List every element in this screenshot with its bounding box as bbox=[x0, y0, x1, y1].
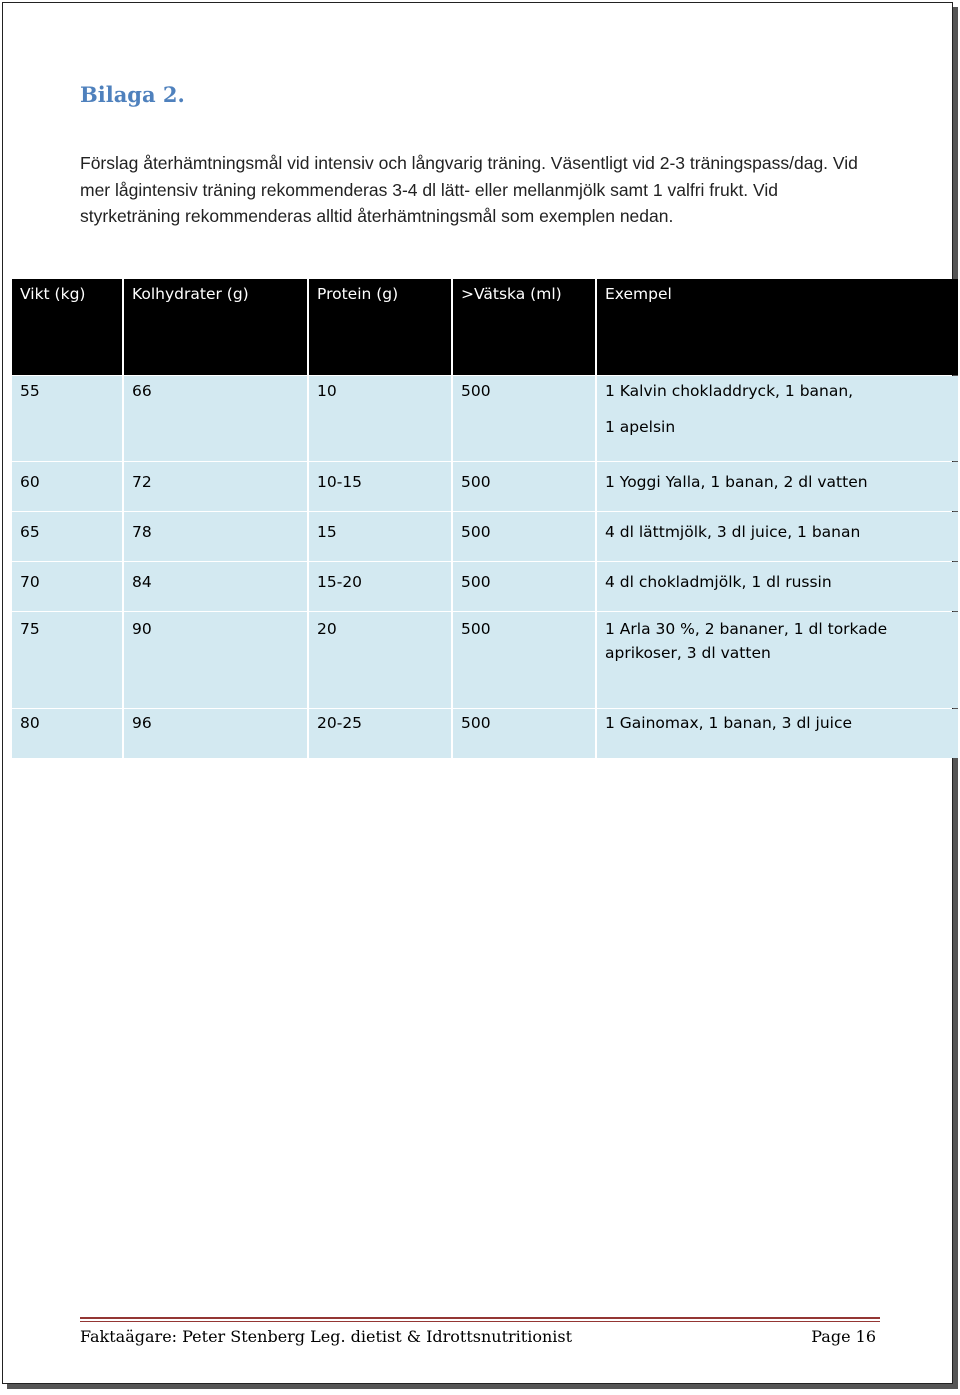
header-protein: Protein (g) bbox=[309, 279, 451, 375]
cell-kolhydrater: 78 bbox=[124, 512, 307, 561]
cell-kolhydrater: 96 bbox=[124, 709, 307, 758]
intro-paragraph: Förslag återhämtningsmål vid intensiv och långvarig träning. Väsentligt vid 2-3 träningspass/dag. Vid mer lågintensiv träning rekommenderas 3-4 dl lätt- eller mellanmjölk samt 1 valfri frukt. Vid styrketräning rekommenderas alltid återhämtningsmål som exemplen nedan. bbox=[80, 153, 858, 226]
cell-kolhydrater: 84 bbox=[124, 562, 307, 611]
cell-exempel: 1 Gainomax, 1 banan, 3 dl juice bbox=[597, 709, 958, 758]
cell-protein: 15 bbox=[309, 512, 451, 561]
cell-kolhydrater: 72 bbox=[124, 462, 307, 511]
cell-exempel-line2: 1 apelsin bbox=[605, 418, 676, 436]
table-row bbox=[12, 709, 958, 758]
table-header-row bbox=[12, 279, 958, 375]
table-row bbox=[12, 612, 958, 708]
cell-protein: 15-20 bbox=[309, 562, 451, 611]
page-title: Bilaga 2. bbox=[80, 82, 185, 107]
table-row bbox=[12, 562, 958, 611]
cell-protein: 20 bbox=[309, 612, 451, 708]
table-row bbox=[12, 512, 958, 561]
cell-protein: 10-15 bbox=[309, 462, 451, 511]
cell-vatska: 500 bbox=[453, 512, 595, 561]
table-row bbox=[12, 462, 958, 511]
cell-vikt: 70 bbox=[12, 562, 122, 611]
footer-divider bbox=[80, 1317, 880, 1319]
recovery-table bbox=[10, 278, 960, 759]
page-number: Page 16 bbox=[811, 1327, 876, 1346]
footer-divider-thin bbox=[80, 1321, 880, 1322]
cell-kolhydrater: 66 bbox=[124, 376, 307, 461]
header-exempel: Exempel bbox=[597, 279, 958, 375]
cell-protein: 20-25 bbox=[309, 709, 451, 758]
cell-exempel-line1: 1 Kalvin chokladdryck, 1 banan, bbox=[605, 382, 854, 400]
cell-kolhydrater: 90 bbox=[124, 612, 307, 708]
footer-owner: Faktaägare: Peter Stenberg Leg. dietist & Idrottsnutritionist bbox=[80, 1327, 573, 1346]
cell-exempel: 1 Yoggi Yalla, 1 banan, 2 dl vatten bbox=[597, 462, 958, 511]
cell-vikt: 65 bbox=[12, 512, 122, 561]
header-vikt: Vikt (kg) bbox=[12, 279, 122, 375]
cell-exempel: 1 Arla 30 %, 2 bananer, 1 dl torkade aprikoser, 3 dl vatten bbox=[597, 612, 958, 708]
cell-vatska: 500 bbox=[453, 376, 595, 461]
page-footer bbox=[80, 1327, 880, 1346]
cell-vikt: 75 bbox=[12, 612, 122, 708]
cell-vikt: 80 bbox=[12, 709, 122, 758]
cell-exempel: 4 dl chokladmjölk, 1 dl russin bbox=[597, 562, 958, 611]
header-vatska: >Vätska (ml) bbox=[453, 279, 595, 375]
cell-exempel: 4 dl lättmjölk, 3 dl juice, 1 banan bbox=[597, 512, 958, 561]
cell-exempel bbox=[597, 376, 958, 461]
cell-vatska: 500 bbox=[453, 562, 595, 611]
cell-vatska: 500 bbox=[453, 462, 595, 511]
cell-vatska: 500 bbox=[453, 709, 595, 758]
cell-vikt: 55 bbox=[12, 376, 122, 461]
cell-vatska: 500 bbox=[453, 612, 595, 708]
table-row bbox=[12, 376, 958, 461]
header-kolhydrater: Kolhydrater (g) bbox=[124, 279, 307, 375]
cell-protein: 10 bbox=[309, 376, 451, 461]
cell-vikt: 60 bbox=[12, 462, 122, 511]
